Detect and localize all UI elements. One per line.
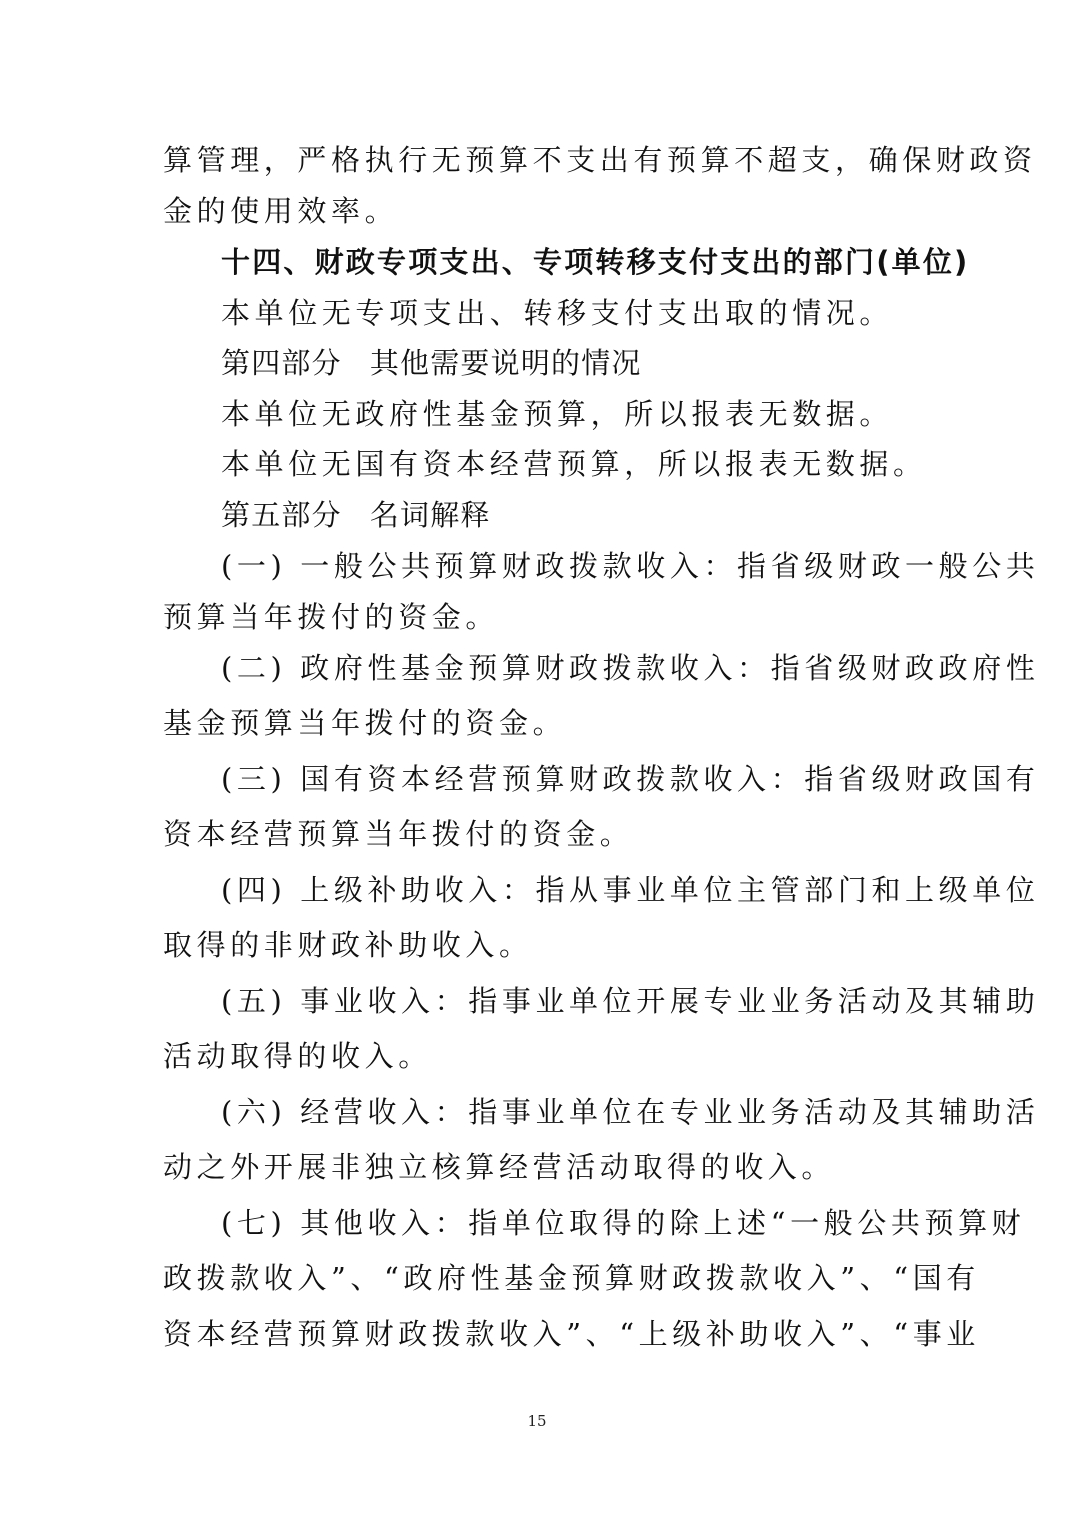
definition-line: 预算当年拨付的资金。 [163, 600, 500, 634]
definition-line: (七) 其他收入：指单位取得的除上述“一般公共预算财 [221, 1206, 1026, 1240]
part-four-heading [221, 343, 981, 383]
definition-line: 动之外开展非独立核算经营活动取得的收入。 [163, 1150, 836, 1184]
part-five-label: 第五部分 [221, 498, 342, 532]
definition-line: 活动取得的收入。 [163, 1039, 432, 1073]
definition-line: 政拨款收入”、“政府性基金预算财政拨款收入”、“国有 [163, 1261, 980, 1295]
section-heading-14: 十四、财政专项支出、专项转移支付支出的部门(单位) [221, 245, 970, 279]
definition-line: (三) 国有资本经营预算财政拨款收入：指省级财政国有 [221, 762, 1040, 796]
definition-line: 取得的非财政补助收入。 [163, 928, 533, 962]
page-number: 15 [527, 1412, 547, 1430]
part-five-title: 名词解释 [369, 498, 491, 532]
definition-line: (一) 一般公共预算财政拨款收入：指省级财政一般公共 [221, 549, 1040, 583]
definition-line: (五) 事业收入：指事业单位开展专业业务活动及其辅助 [221, 984, 1040, 1018]
paragraph-line: 本单位无政府性基金预算，所以报表无数据。 [221, 397, 894, 431]
definition-line: 基金预算当年拨付的资金。 [163, 706, 567, 740]
paragraph-line: 金的使用效率。 [163, 194, 399, 228]
definition-line: 资本经营预算财政拨款收入”、“上级补助收入”、“事业 [163, 1317, 980, 1351]
paragraph-line: 算管理，严格执行无预算不支出有预算不超支，确保财政资 [163, 143, 1037, 177]
part-four-title: 其他需要说明的情况 [369, 346, 642, 380]
definition-line: (四) 上级补助收入：指从事业单位主管部门和上级单位 [221, 873, 1040, 907]
definition-line: (二) 政府性基金预算财政拨款收入：指省级财政政府性 [221, 651, 1040, 685]
part-four-label: 第四部分 [221, 346, 342, 380]
part-five-heading [221, 495, 981, 535]
definition-line: (六) 经营收入：指事业单位在专业业务活动及其辅助活 [221, 1095, 1040, 1129]
paragraph-line: 本单位无专项支出、转移支付支出取的情况。 [221, 296, 894, 330]
paragraph-line: 本单位无国有资本经营预算，所以报表无数据。 [221, 447, 927, 481]
definition-line: 资本经营预算当年拨付的资金。 [163, 817, 634, 851]
